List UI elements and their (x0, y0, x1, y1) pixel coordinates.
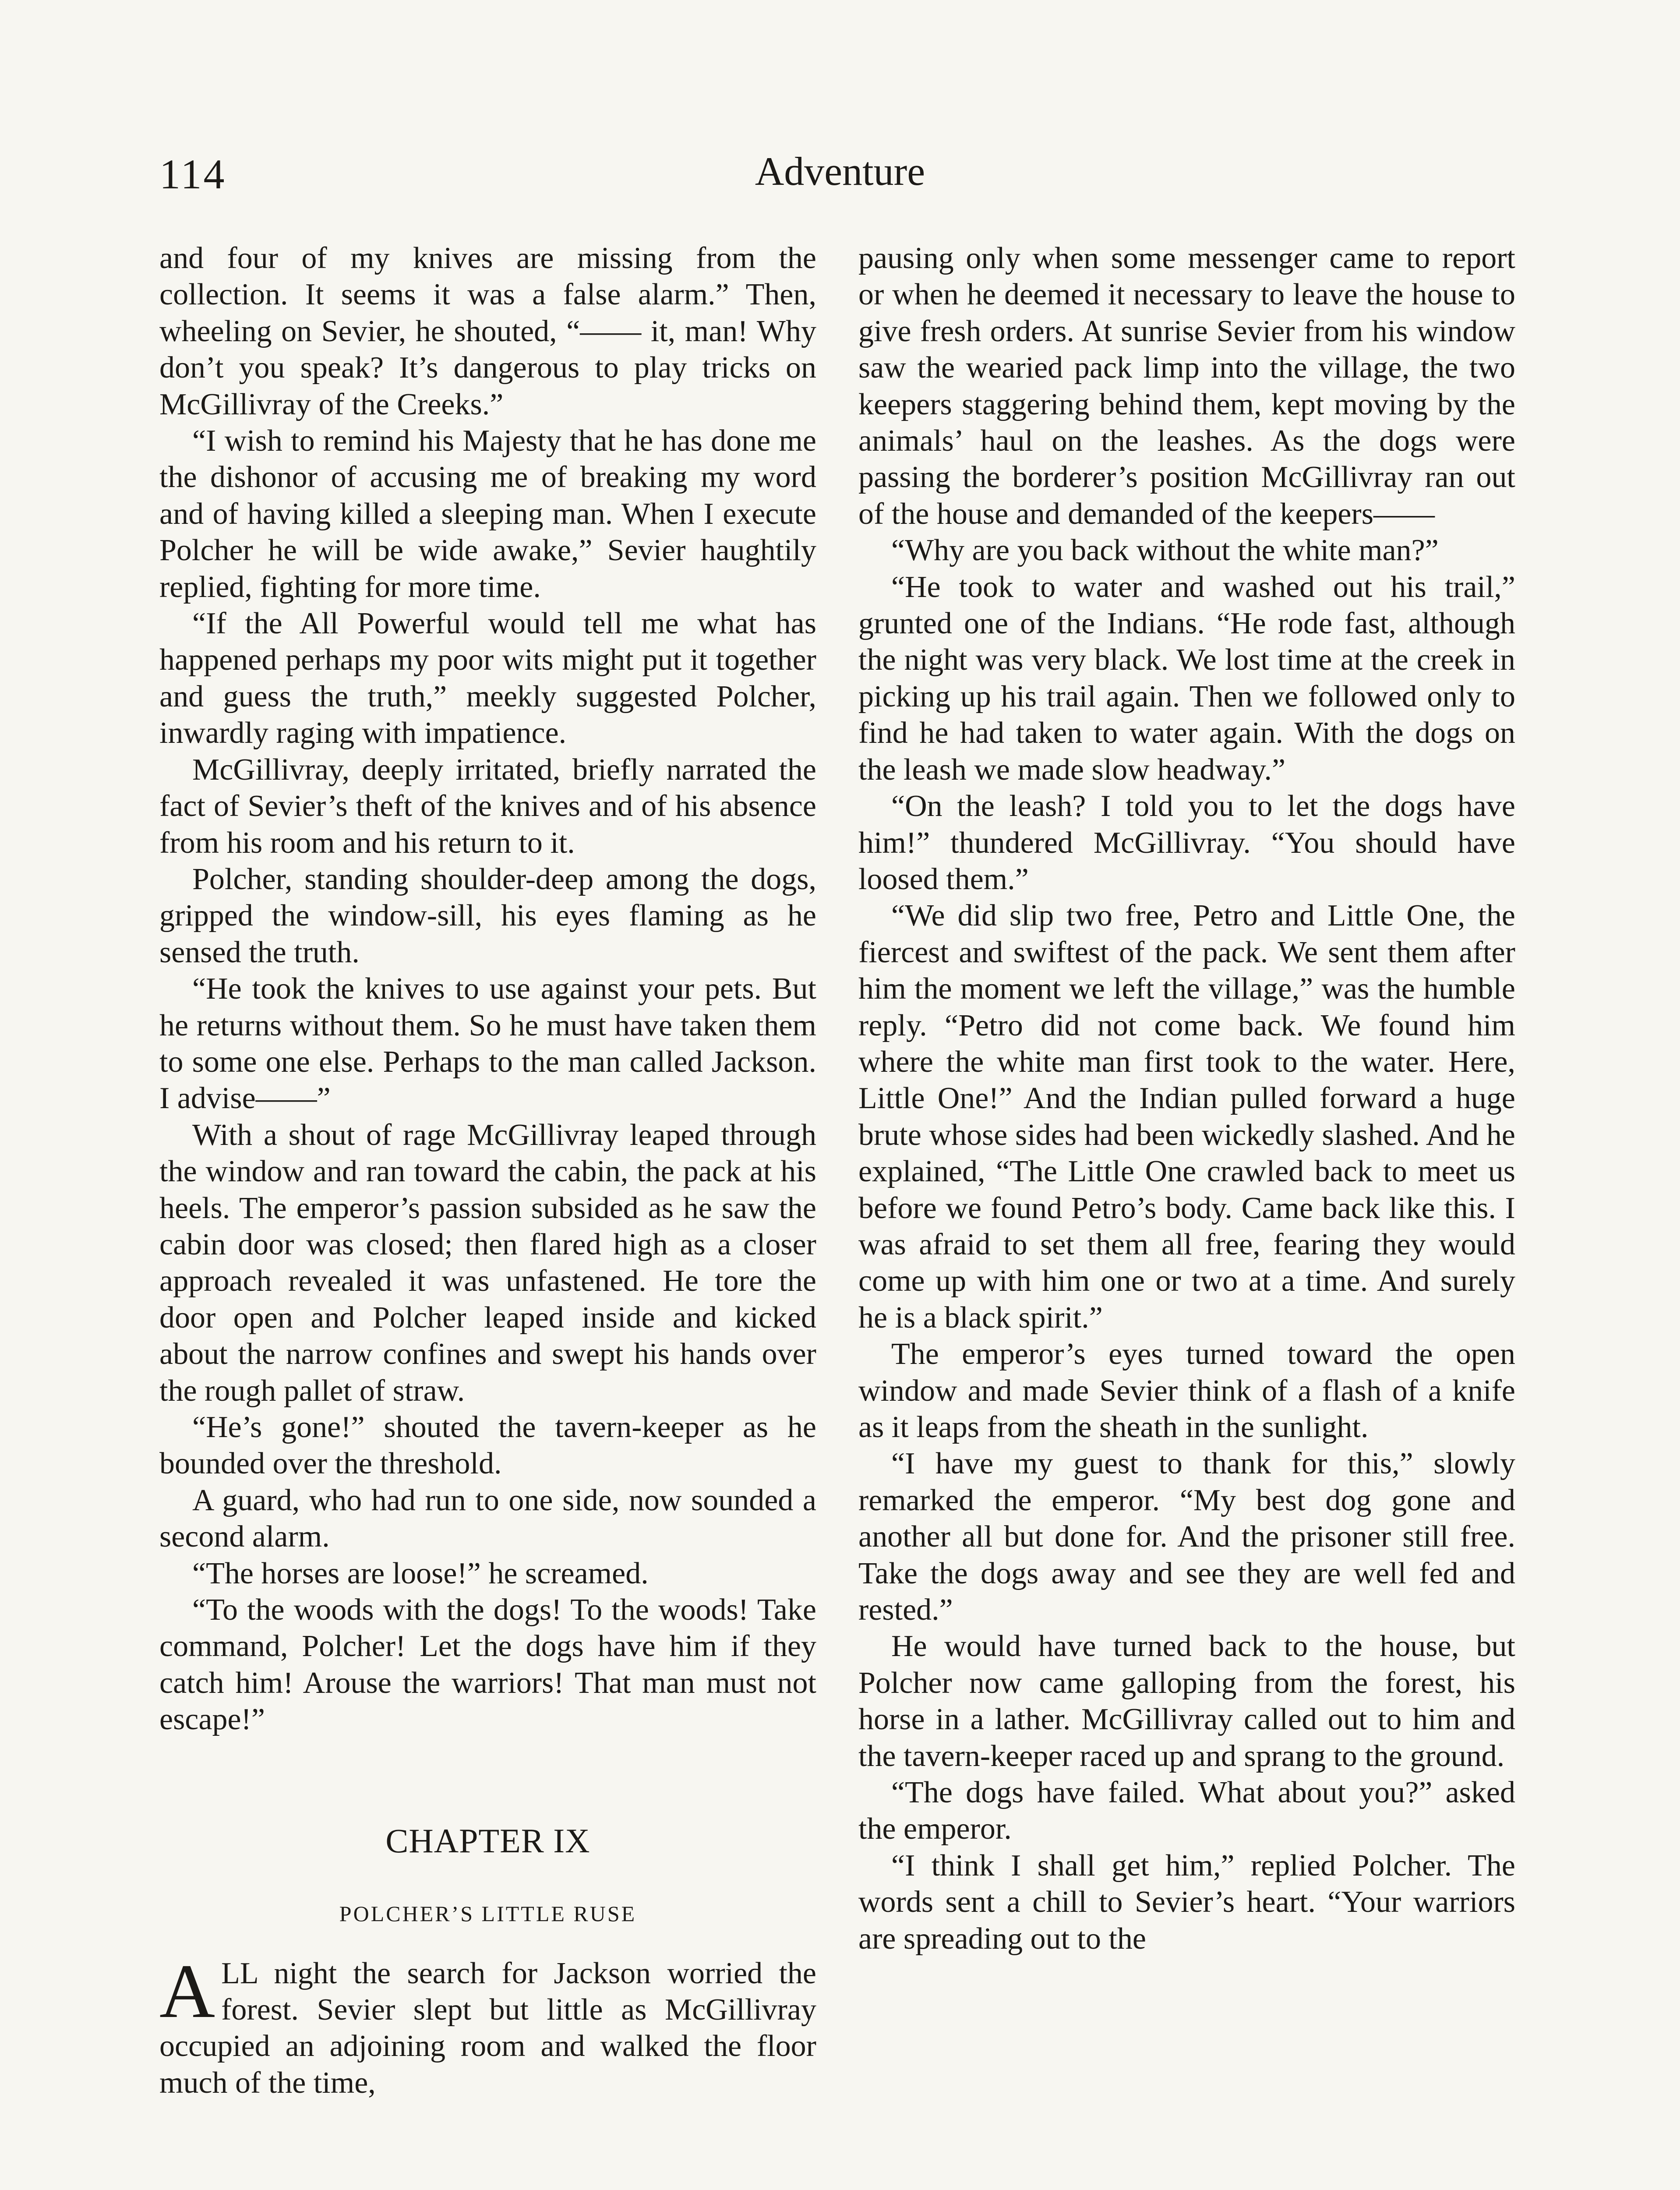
right-column (858, 240, 1515, 1957)
paragraph: pausing only when some messenger came to report or when he deemed it necessary to leave the house to give fresh orders. At sunrise Sevier from his window saw the wearied pack limp into the village, the two keepers staggering behind them, kept moving by the animals’ haul on the leashes. As the dogs were passing the borderer’s position McGillivray ran out of the house and demanded of the keepers—— (858, 241, 1515, 531)
paragraph: “He took the knives to use against your pets. But he returns without them. So he must have taken them to some one else. Perhaps to the man called Jackson. I advise——” (159, 972, 816, 1116)
paragraph: “I have my guest to thank for this,” slowly remarked the emperor. “My best dog gone and another all but done for. And the prisoner still free. Take the dogs away and see they are well fed and rested.” (858, 1447, 1515, 1627)
chapter-subheading: POLCHER’S LITTLE RUSE (339, 1901, 637, 1926)
paragraph: The emperor’s eyes turned toward the open window and made Sevier think of a flash of a knife as it leaps from the sheath in the sunlight. (858, 1337, 1515, 1444)
paragraph: “The dogs have failed. What about you?” asked the emperor. (858, 1776, 1515, 1846)
paragraph: “Why are you back without the white man?” (891, 533, 1439, 568)
paragraph: “We did slip two free, Petro and Little One, the fiercest and swiftest of the pack. We sent them after him the moment we left the village,” was the humble reply. “Petro did not come back. We found him where the white man first took to the water. Here, Little One!” And the Indian pulled forward a huge brute whose sides had been wickedly slashed. And he explained, “The Little One crawled back to meet us before we found Petro’s body. Came back like this. I was afraid to set them all free, fearing they would come up with him one or two at a time. And surely he is a black spirit.” (858, 899, 1515, 1335)
paragraph: “I wish to remind his Majesty that he has done me the dishonor of accusing me of breaking my word and of having killed a sleeping man. When I execute Polcher he will be wide awake,” Sevier haughtily replied, fighting for more time. (159, 424, 816, 604)
paragraph: “I think I shall get him,” replied Polcher. The words sent a chill to Sevier’s heart. “Your warriors are spreading out to the (858, 1848, 1515, 1956)
paragraph: and four of my knives are missing from the collection. It seems it was a false alarm.” Then, wheeling on Sevier, he shouted, “—— it, man! Why don’t you speak? It’s dangerous to play tricks on McGillivray of the Creeks.” (159, 241, 816, 421)
left-column (159, 240, 816, 2101)
paragraph: With a shout of rage McGillivray leaped through the window and ran toward the cabin, the pack at his heels. The emperor’s passion subsided as he saw the cabin door was closed; then flared high as a closer approach revealed it was unfastened. He tore the door open and Polcher leaped inside and kicked about the narrow confines and swept his hands over the rough pallet of straw. (159, 1118, 816, 1408)
paragraph: “He’s gone!” shouted the tavern-keeper as he bounded over the threshold. (159, 1410, 816, 1481)
paragraph: McGillivray, deeply irritated, briefly narrated the fact of Sevier’s theft of the knives and of his absence from his room and his return to it. (159, 752, 816, 860)
chapter-opening-text: LL night the search for Jackson worried the forest. Sevier slept but little as McGillivray occupied an adjoining room and walked the floor much of the time, (159, 1956, 816, 2100)
paragraph: “The horses are loose!” he screamed. (192, 1556, 649, 1590)
chapter-heading: CHAPTER IX (385, 1821, 590, 1860)
paragraph: “On the leash? I told you to let the dogs have him!” thundered McGillivray. “You should have loosed them.” (858, 789, 1515, 896)
paragraph: He would have turned back to the house, but Polcher now came galloping from the forest, his horse in a lather. McGillivray called out to him and the tavern-keeper raced up and sprang to the ground. (858, 1629, 1515, 1773)
page-number: 114 (159, 151, 226, 198)
paragraph: “If the All Powerful would tell me what has happened perhaps my poor wits might put it together and guess the truth,” meekly suggested Polcher, inwardly raging with impatience. (159, 607, 816, 750)
running-head-title: Adventure (755, 149, 925, 194)
drop-cap: A (159, 1948, 215, 2034)
paragraph: Polcher, standing shoulder-deep among the dogs, gripped the window-sill, his eyes flaming as he sensed the truth. (159, 862, 816, 969)
paragraph: “He took to water and washed out his trail,” grunted one of the Indians. “He rode fast, although the night was very black. We lost time at the creek in picking up his trail again. Then we followed only to find he had taken to water again. With the dogs on the leash we made slow headway.” (858, 570, 1515, 787)
chapter-opening-paragraph (159, 1948, 816, 2102)
paragraph: A guard, who had run to one side, now sounded a second alarm. (159, 1483, 816, 1554)
paragraph: “To the woods with the dogs! To the woods! Take command, Polcher! Let the dogs have him if they catch him! Arouse the warriors! That man must not escape!” (159, 1593, 816, 1737)
